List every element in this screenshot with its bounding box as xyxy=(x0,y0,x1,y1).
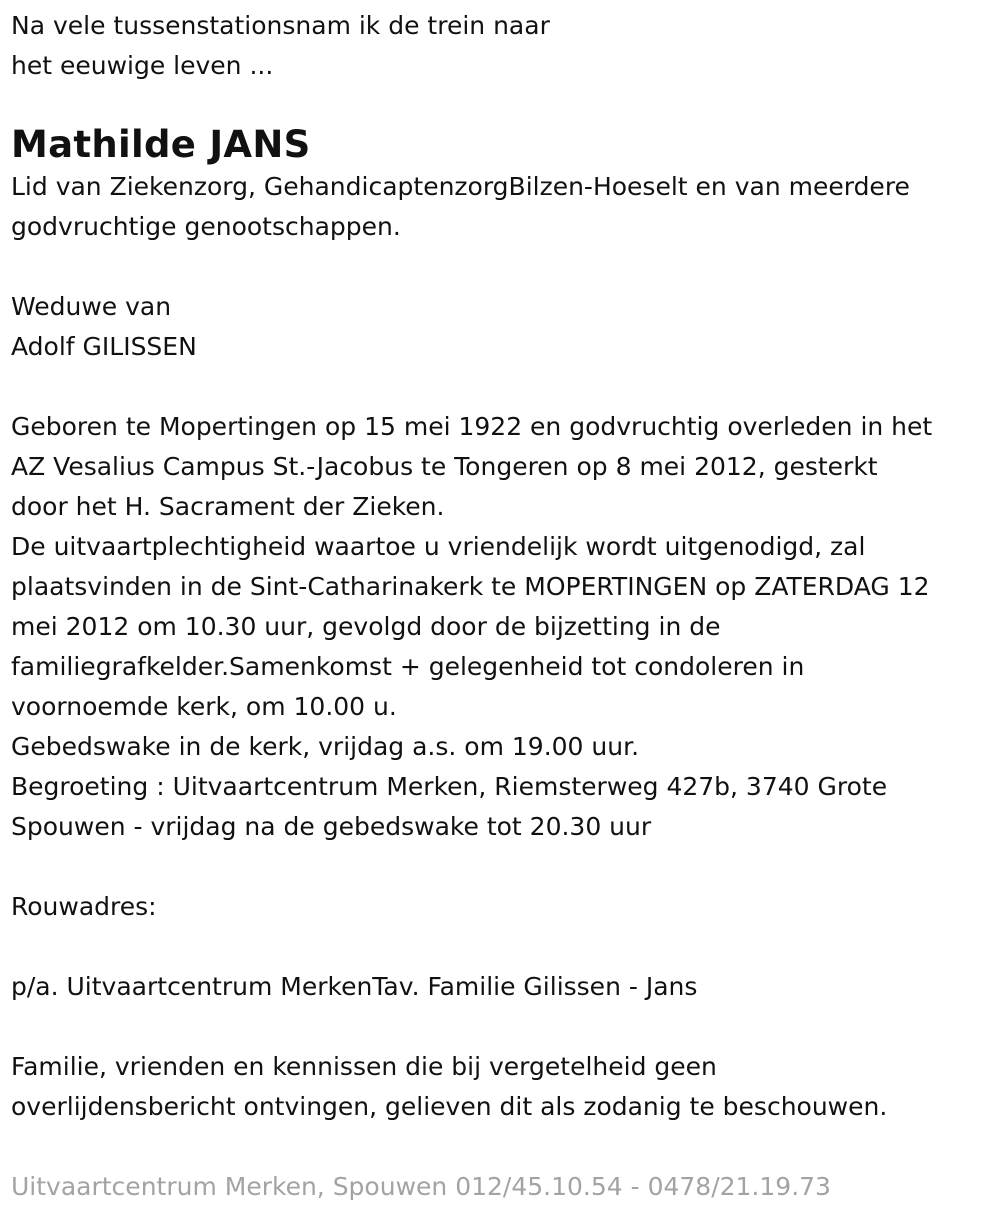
spacer xyxy=(11,927,1000,967)
spouse-info xyxy=(11,287,1000,367)
details-line: Begroeting : Uitvaartcentrum Merken, Riemsterweg 427b, 3740 Grote xyxy=(11,772,888,801)
deceased-name: Mathilde JANS xyxy=(11,123,311,166)
closing-line: overlijdensbericht ontvingen, gelieven dit als zodanig te beschouwen. xyxy=(11,1092,888,1121)
membership-line: Lid van Ziekenzorg, GehandicaptenzorgBilzen-Hoeselt en van meerdere xyxy=(11,172,910,201)
details-line: Geboren te Mopertingen op 15 mei 1922 en godvruchtig overleden in het xyxy=(11,412,933,441)
details-line: Spouwen - vrijdag na de gebedswake tot 20.30 uur xyxy=(11,812,652,841)
membership-line: godvruchtige genootschappen. xyxy=(11,212,401,241)
intro-line: Na vele tussenstationsnam ik de trein naar xyxy=(11,11,550,40)
details-line: plaatsvinden in de Sint-Catharinakerk te MOPERTINGEN op ZATERDAG 12 xyxy=(11,572,930,601)
spacer xyxy=(11,847,1000,887)
details-line: AZ Vesalius Campus St.-Jacobus te Tongeren op 8 mei 2012, gesterkt xyxy=(11,452,878,481)
spouse-name: Adolf GILISSEN xyxy=(11,332,197,361)
intro-quote xyxy=(11,6,1000,86)
intro-line: het eeuwige leven ... xyxy=(11,51,274,80)
closing-line: Familie, vrienden en kennissen die bij vergetelheid geen xyxy=(11,1052,717,1081)
spacer xyxy=(11,367,1000,407)
details-line: voornoemde kerk, om 10.00 u. xyxy=(11,692,397,721)
funeral-home-footer: Uitvaartcentrum Merken, Spouwen 012/45.10.54 - 0478/21.19.73 xyxy=(11,1172,831,1201)
spacer xyxy=(11,1007,1000,1047)
ceremony-details xyxy=(11,407,1000,847)
details-line: familiegrafkelder.Samenkomst + gelegenheid tot condoleren in xyxy=(11,652,805,681)
details-line: door het H. Sacrament der Zieken. xyxy=(11,492,445,521)
mourning-address: p/a. Uitvaartcentrum MerkenTav. Familie Gilissen - Jans xyxy=(11,972,698,1001)
spacer xyxy=(11,1127,1000,1167)
closing-text xyxy=(11,1047,1000,1127)
details-line: Gebedswake in de kerk, vrijdag a.s. om 19.00 uur. xyxy=(11,732,640,761)
spouse-label: Weduwe van xyxy=(11,292,172,321)
details-line: mei 2012 om 10.30 uur, gevolgd door de bijzetting in de xyxy=(11,612,721,641)
mourning-address-label: Rouwadres: xyxy=(11,892,157,921)
details-line: De uitvaartplechtigheid waartoe u vriendelijk wordt uitgenodigd, zal xyxy=(11,532,866,561)
spacer xyxy=(11,247,1000,287)
membership-text xyxy=(11,167,1000,247)
